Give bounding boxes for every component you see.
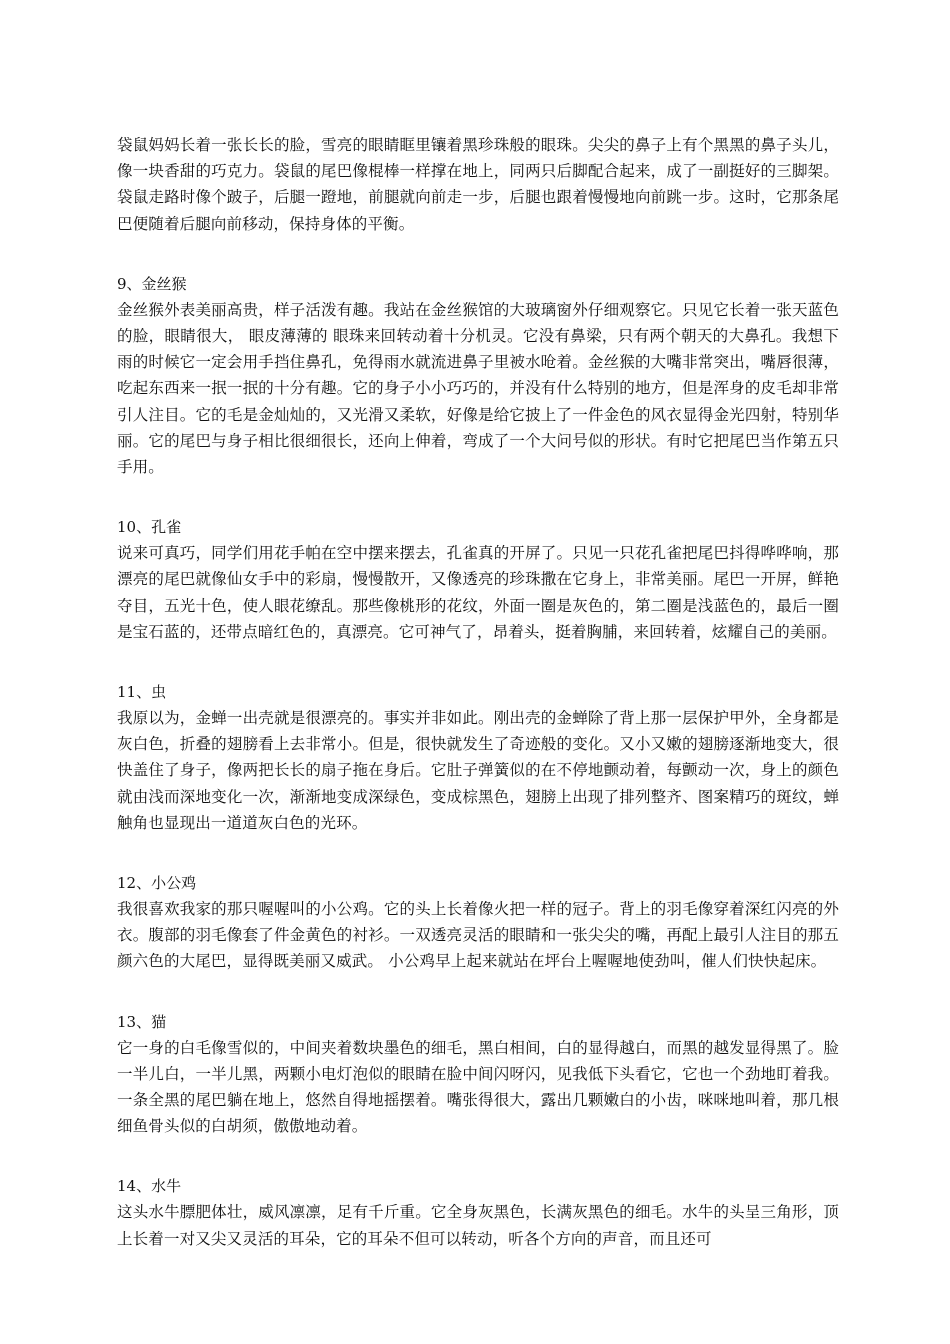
section-paragraph: 说来可真巧，同学们用花手帕在空中摆来摆去，孔雀真的开屏了。只见一只花孔雀把尾巴抖得哗哗响，那漂亮的尾巴就像仙女手中的彩扇，慢慢散开，又像透亮的珍珠撒在它身上，非常美丽。尾巴一开屏，鲜艳夺目，五光十色，使人眼花缭乱。那些像桃形的花纹，外面一圈是灰色的，第二圈是浅蓝色的，最后一圈是宝石蓝的，还带点暗红色的，真漂亮。它可神气了，昂着头，挺着胸脯，来回转着，炫耀自己的美丽。 [117,544,839,641]
section-golden-monkey [117,271,839,480]
section-title: 11、虫 [117,683,167,702]
document-body [117,132,839,1286]
section-title: 13、猫 [117,1012,167,1031]
section-title: 14、水牛 [117,1177,182,1196]
section-paragraph: 这头水牛膘肥体壮，威风凛凛，足有千斤重。它全身灰黑色，长满灰黑色的细毛。水牛的头呈三角形，顶上长着一对又尖又灵活的耳朵，它的耳朵不但可以转动，听各个方向的声音，而且还可 [117,1203,839,1248]
section-paragraph: 金丝猴外表美丽高贵，样子活泼有趣。我站在金丝猴馆的大玻璃窗外仔细观察它。只见它长着一张天蓝色的脸，眼睛很大， 眼皮薄薄的 眼珠来回转动着十分机灵。它没有鼻梁，只有两个朝天的大鼻孔。我想下雨的时候它一定会用手挡住鼻孔，免得雨水就流进鼻子里被水呛着。金丝猴的大嘴非常突出，嘴唇很薄，吃起东西来一抿一抿的十分有趣。它的身子小小巧巧的，并没有什么特别的地方，但是浑身的皮毛却非常引人注目。它的毛是金灿灿的，又光滑又柔软，好像是给它披上了一件金色的风衣显得金光四射，特别华丽。它的尾巴与身子相比很细很长，还向上伸着，弯成了一个大问号似的形状。有时它把尾巴当作第五只手用。 [117,300,839,477]
section-title: 10、孔雀 [117,518,182,537]
section-rooster [117,870,839,975]
section-insect [117,679,839,836]
section-title: 9、金丝猴 [117,274,187,293]
section-title: 12、小公鸡 [117,874,197,893]
section-cat [117,1009,839,1140]
section-paragraph: 它一身的白毛像雪似的，中间夹着数块墨色的细毛，黑白相间，白的显得越白，而黑的越发显得黑了。脸一半儿白，一半儿黑，两颗小电灯泡似的眼睛在脸中间闪呀闪，见我低下头看它，它也一个劲地盯着我。一条全黑的尾巴躺在地上，悠然自得地摇摆着。嘴张得很大，露出几颗嫩白的小齿，咪咪地叫着，那几根细鱼骨头似的白胡须，傲傲地动着。 [117,1038,839,1136]
intro-section [117,132,839,237]
section-paragraph: 我很喜欢我家的那只喔喔叫的小公鸡。它的头上长着像火把一样的冠子。背上的羽毛像穿着深红闪亮的外衣。腹部的羽毛像套了件金黄色的衬衫。一双透亮灵活的眼睛和一张尖尖的嘴，再配上最引人注目的那五颜六色的大尾巴，显得既美丽又威武。 小公鸡早上起来就站在坪台上喔喔地使劲叫，催人们快快起床。 [117,900,839,971]
intro-paragraph: 袋鼠妈妈长着一张长长的脸，雪亮的眼睛眶里镶着黑珍珠般的眼珠。尖尖的鼻子上有个黑黑的鼻子头儿，像一块香甜的巧克力。袋鼠的尾巴像棍棒一样撑在地上，同两只后脚配合起来，成了一副挺好的三脚架。袋鼠走路时像个跛子，后腿一蹬地，前腿就向前走一步，后腿也跟着慢慢地向前跳一步。这时，它那条尾巴便随着后腿向前移动，保持身体的平衡。 [117,136,839,233]
section-peacock [117,514,839,645]
section-buffalo [117,1173,839,1251]
section-paragraph: 我原以为，金蝉一出壳就是很漂亮的。事实并非如此。刚出壳的金蝉除了背上那一层保护甲外，全身都是灰白色，折叠的翅膀看上去非常小。但是，很快就发生了奇迹般的变化。又小又嫩的翅膀逐渐地变大，很快盖住了身子，像两把长长的扇子拖在身后。它肚子弹簧似的在不停地颤动着，每颤动一次，身上的颜色就由浅而深地变化一次，渐渐地变成深绿色，变成棕黑色，翅膀上出现了排列整齐、图案精巧的斑纹，蝉触角也显现出一道道灰白色的光环。 [117,709,839,832]
